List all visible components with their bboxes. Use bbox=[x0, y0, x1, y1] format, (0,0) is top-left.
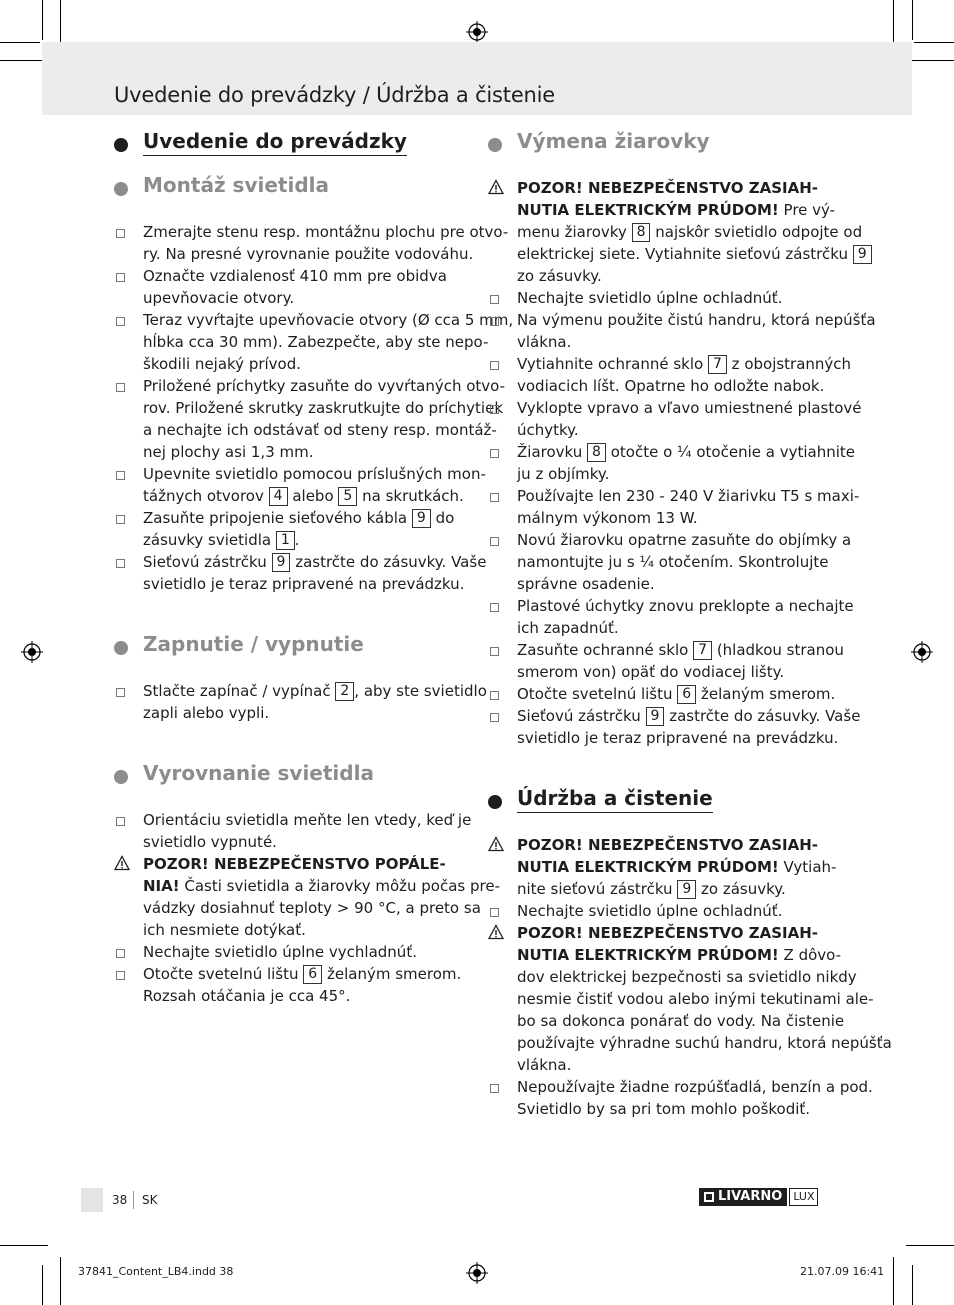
checkbox-bullet-icon bbox=[116, 317, 125, 326]
list-item: Sieťovú zástrčku 9 zastrčte do zásuvky. Vaše svietidlo je teraz pripravené na prevádzku. bbox=[488, 705, 843, 749]
checkbox-bullet-icon bbox=[116, 515, 125, 524]
list-item: Zmerajte stenu resp. montážnu plochu pre otvo- ry. Na presné vyrovnanie použite vodováhu. bbox=[114, 221, 469, 265]
list-item: Otočte svetelnú lištu 6 želaným smerom. bbox=[488, 683, 843, 705]
warning-triangle-icon bbox=[488, 924, 504, 940]
part-number: 7 bbox=[708, 355, 727, 374]
part-number: 9 bbox=[272, 553, 291, 572]
crop-mark bbox=[0, 60, 48, 61]
warning-item: POZOR! NEBEZPEČENSTVO ZASIAH- NUTIA ELEKTRICKÝM PRÚDOM! Pre vý- menu žiarovky 8 najskôr svietidlo odpojte od elektrickej siete. Vytiahnite sieťovú zástrčku 9 zo zásuvky. bbox=[488, 177, 843, 287]
part-number: 8 bbox=[632, 223, 651, 242]
list-item: Nechajte svietidlo úplne ochladnúť. bbox=[488, 900, 843, 922]
crop-mark bbox=[906, 60, 954, 61]
checkbox-bullet-icon bbox=[116, 949, 125, 958]
brand-mark-icon bbox=[704, 1192, 714, 1202]
checkbox-bullet-icon bbox=[490, 647, 499, 656]
registration-mark-icon bbox=[21, 641, 43, 663]
page-number-tab bbox=[81, 1188, 103, 1212]
checkbox-bullet-icon bbox=[490, 493, 499, 502]
list-item: Vyklopte vpravo a vľavo umiestnené plastové úchytky. bbox=[488, 397, 843, 441]
left-column bbox=[114, 129, 514, 1007]
language-code: SK bbox=[142, 1193, 158, 1207]
section-heading: Uvedenie do prevádzky bbox=[114, 130, 469, 160]
part-number: 4 bbox=[269, 487, 288, 506]
registration-mark-icon bbox=[466, 1262, 488, 1284]
part-number: 9 bbox=[677, 880, 696, 899]
part-number: 2 bbox=[335, 682, 354, 701]
bullet-dot-icon bbox=[114, 770, 128, 784]
warning-triangle-icon bbox=[114, 855, 130, 871]
part-number: 9 bbox=[853, 245, 872, 264]
list-item: Upevnite svietidlo pomocou príslušných mon- tážnych otvorov 4 alebo 5 na skrutkách. bbox=[114, 463, 469, 507]
checkbox-bullet-icon bbox=[490, 1084, 499, 1093]
section-heading: Údržba a čistenie bbox=[488, 787, 843, 817]
brand-logo-lux: LUX bbox=[789, 1188, 818, 1206]
crop-mark bbox=[0, 1245, 48, 1246]
print-slug-date: 21.07.09 16:41 bbox=[800, 1265, 885, 1278]
checkbox-bullet-icon bbox=[116, 688, 125, 697]
part-number: 6 bbox=[303, 965, 322, 984]
brand-logo-main: LIVARNO bbox=[699, 1188, 787, 1206]
registration-mark-icon bbox=[911, 641, 933, 663]
checkbox-bullet-icon bbox=[490, 908, 499, 917]
crop-mark bbox=[0, 42, 40, 43]
page-number: 38 bbox=[112, 1193, 128, 1207]
warning-item: POZOR! NEBEZPEČENSTVO ZASIAH- NUTIA ELEKTRICKÝM PRÚDOM! Vytiah- nite sieťovú zástrčku 9 zo zásuvky. bbox=[488, 834, 843, 900]
warning-item: POZOR! NEBEZPEČENSTVO POPÁLE- NIA! Časti svietidla a žiarovky môžu počas pre- vádzky dosiahnuť teploty > 90 °C, a preto sa ich nesmiete dotýkať. bbox=[114, 853, 469, 941]
list-item: Otočte svetelnú lištu 6 želaným smerom. Rozsah otáčania je cca 45°. bbox=[114, 963, 469, 1007]
checkbox-bullet-icon bbox=[116, 559, 125, 568]
list-item: Plastové úchytky znovu preklopte a nechajte ich zapadnúť. bbox=[488, 595, 843, 639]
crop-mark bbox=[914, 42, 954, 43]
checkbox-bullet-icon bbox=[116, 971, 125, 980]
list-item: Stlačte zapínač / vypínač 2 , aby ste svietidlo zapli alebo vypli. bbox=[114, 680, 469, 724]
part-number: 1 bbox=[276, 531, 295, 550]
checkbox-bullet-icon bbox=[116, 471, 125, 480]
checkbox-bullet-icon bbox=[490, 295, 499, 304]
list-item: Označte vzdialenosť 410 mm pre obidva upevňovacie otvory. bbox=[114, 265, 469, 309]
list-item: Zasuňte pripojenie sieťového kábla 9 do zásuvky svietidla 1 . bbox=[114, 507, 469, 551]
bullet-dot-icon bbox=[114, 641, 128, 655]
checkbox-bullet-icon bbox=[490, 537, 499, 546]
part-number: 6 bbox=[677, 685, 696, 704]
list-item: Novú žiarovku opatrne zasuňte do objímky a namontujte ju s ¼ otočením. Skontrolujte správne osadenie. bbox=[488, 529, 843, 595]
checkbox-bullet-icon bbox=[490, 449, 499, 458]
list-item: Používajte len 230 - 240 V žiarivku T5 s maxi- málnym výkonom 13 W. bbox=[488, 485, 843, 529]
bullet-dot-icon bbox=[114, 182, 128, 196]
crop-mark bbox=[912, 1265, 913, 1305]
section-heading: Vyrovnanie svietidla bbox=[114, 762, 469, 792]
checkbox-bullet-icon bbox=[490, 691, 499, 700]
crop-mark bbox=[42, 0, 43, 40]
checkbox-bullet-icon bbox=[116, 383, 125, 392]
right-column bbox=[488, 129, 892, 1120]
list-item: Sieťovú zástrčku 9 zastrčte do zásuvky. Vaše svietidlo je teraz pripravené na prevádzku. bbox=[114, 551, 469, 595]
list-item: Nechajte svietidlo úplne ochladnúť. bbox=[488, 287, 843, 309]
checkbox-bullet-icon bbox=[490, 603, 499, 612]
checkbox-bullet-icon bbox=[490, 361, 499, 370]
page-title: Uvedenie do prevádzky / Údržba a čistenie bbox=[114, 83, 556, 107]
bullet-dot-icon bbox=[114, 138, 128, 152]
section-heading: Zapnutie / vypnutie bbox=[114, 633, 469, 663]
list-item: Žiarovku 8 otočte o ¼ otočenie a vytiahnite ju z objímky. bbox=[488, 441, 843, 485]
section-heading: Montáž svietidla bbox=[114, 174, 469, 204]
list-item: Orientáciu svietidla meňte len vtedy, keď je svietidlo vypnuté. bbox=[114, 809, 469, 853]
crop-mark bbox=[893, 0, 894, 48]
checkbox-bullet-icon bbox=[116, 817, 125, 826]
footer-divider bbox=[133, 1191, 134, 1209]
crop-mark bbox=[42, 1265, 43, 1305]
checkbox-bullet-icon bbox=[490, 713, 499, 722]
warning-triangle-icon bbox=[488, 179, 504, 195]
checkbox-bullet-icon bbox=[116, 273, 125, 282]
warning-triangle-icon bbox=[488, 836, 504, 852]
part-number: 8 bbox=[587, 443, 606, 462]
list-item: Nepoužívajte žiadne rozpúšťadlá, benzín a pod. Svietidlo by sa pri tom mohlo poškodiť. bbox=[488, 1076, 843, 1120]
list-item: Nechajte svietidlo úplne vychladnúť. bbox=[114, 941, 469, 963]
brand-logo bbox=[699, 1188, 818, 1206]
part-number: 5 bbox=[338, 487, 357, 506]
checkbox-bullet-icon bbox=[116, 229, 125, 238]
registration-mark-icon bbox=[466, 21, 488, 43]
crop-mark bbox=[912, 0, 913, 40]
part-number: 7 bbox=[693, 641, 712, 660]
checkbox-bullet-icon bbox=[490, 405, 499, 414]
bullet-dot-icon bbox=[488, 138, 502, 152]
crop-mark bbox=[893, 1257, 894, 1305]
crop-mark bbox=[60, 1257, 61, 1305]
bullet-dot-icon bbox=[488, 795, 502, 809]
list-item: Vytiahnite ochranné sklo 7 z obojstranných vodiacich líšt. Opatrne ho odložte nabok. bbox=[488, 353, 843, 397]
list-item: Na výmenu použite čistú handru, ktorá nepúšťa vlákna. bbox=[488, 309, 843, 353]
checkbox-bullet-icon bbox=[490, 317, 499, 326]
list-item: Priložené príchytky zasuňte do vyvŕtaných otvo- rov. Priložené skrutky zaskrutkujte do príchytiek a nechajte ich odstávať od steny resp. montáž- nej plochy asi 1,3 mm. bbox=[114, 375, 469, 463]
print-slug-file: 37841_Content_LB4.indd 38 bbox=[78, 1265, 234, 1278]
crop-mark bbox=[906, 1245, 954, 1246]
list-item: Teraz vyvŕtajte upevňovacie otvory (Ø cca 5 mm, hĺbka cca 30 mm). Zabezpečte, aby ste nepo- škodili nejaký prívod. bbox=[114, 309, 469, 375]
warning-item: POZOR! NEBEZPEČENSTVO ZASIAH- NUTIA ELEKTRICKÝM PRÚDOM! Z dôvo- dov elektrickej bezpečnosti sa svietidlo nikdy nesmie čistiť vodou alebo inými tekutinami ale- bo sa dokonca ponárať do vody. Na čistenie používajte výhradne suchú handru, ktorá nepúšťa vlákna. bbox=[488, 922, 843, 1076]
list-item: Zasuňte ochranné sklo 7 (hladkou stranou smerom von) opäť do vodiacej lišty. bbox=[488, 639, 843, 683]
part-number: 9 bbox=[646, 707, 665, 726]
section-heading: Výmena žiarovky bbox=[488, 130, 843, 160]
crop-mark bbox=[60, 0, 61, 48]
part-number: 9 bbox=[412, 509, 431, 528]
